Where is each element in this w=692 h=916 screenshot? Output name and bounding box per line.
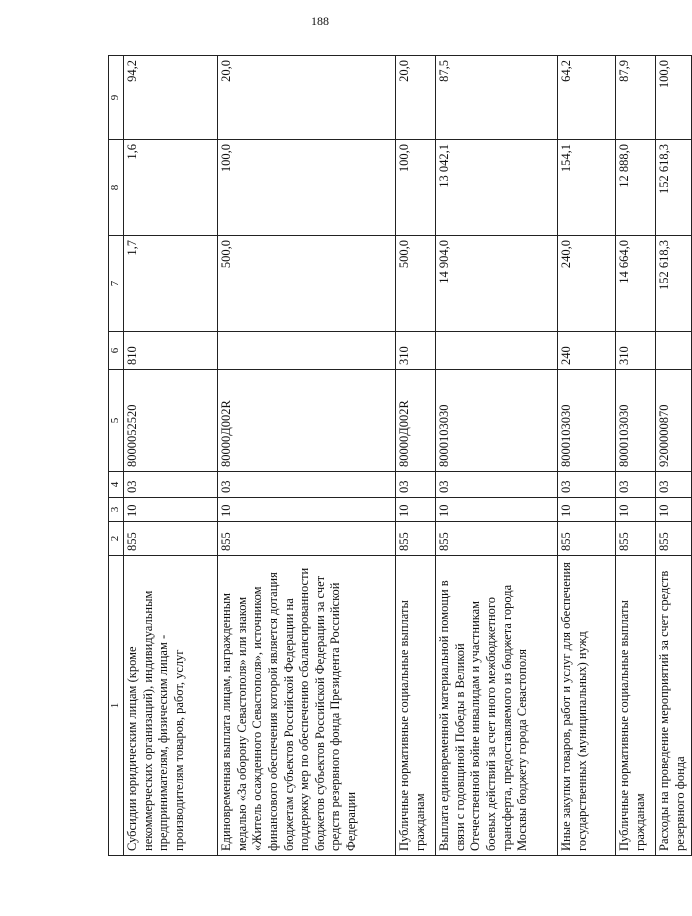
table-row [218,56,396,856]
table-cell-8: 100,0 [218,140,396,236]
table-cell-7: 500,0 [396,236,436,332]
table-cell-9: 20,0 [218,56,396,140]
table-cell-7: 14 664,0 [616,236,656,332]
table-cell-8: 154,1 [558,140,616,236]
table-cell-6: 240 [558,332,616,370]
table-row [396,56,436,856]
table-cell-3: 10 [656,498,692,522]
table-cell-6: 810 [124,332,218,370]
table-cell-4: 03 [656,472,692,498]
table-cell-5: 8000103030 [558,370,616,472]
table-cell-9: 20,0 [396,56,436,140]
table-cell-3: 10 [124,498,218,522]
table-cell-8: 12 888,0 [616,140,656,236]
table-cell-2: 855 [124,522,218,556]
table-cell-4: 03 [218,472,396,498]
table-cell-5: 80000Д002R [218,370,396,472]
table-cell-2: 855 [436,522,558,556]
table-cell-4: 03 [396,472,436,498]
table-cell-8: 13 042,1 [436,140,558,236]
table-cell-2: 855 [558,522,616,556]
table-cell-9: 87,5 [436,56,558,140]
column-number: 4 [109,472,124,498]
column-number: 7 [109,236,124,332]
table-cell-2: 855 [396,522,436,556]
table-cell-7: 1,7 [124,236,218,332]
table-cell-7: 14 904,0 [436,236,558,332]
table-cell-8: 1,6 [124,140,218,236]
table-cell-9: 87,9 [616,56,656,140]
column-number: 1 [109,556,124,856]
table-cell-5: 8000103030 [436,370,558,472]
table-cell-7: 240,0 [558,236,616,332]
table-cell-5: 8000052520 [124,370,218,472]
table-cell-5: 9200000870 [656,370,692,472]
table-cell-9: 64,2 [558,56,616,140]
table-cell-1: Публичные нормативные социальные выплаты гражданам [616,556,656,856]
table-cell-7: 152 618,3 [656,236,692,332]
table-cell-6 [656,332,692,370]
table-cell-2: 855 [218,522,396,556]
table-cell-5: 80000Д002R [396,370,436,472]
table-cell-6 [436,332,558,370]
rotated-table-container [108,56,687,856]
table-cell-3: 10 [558,498,616,522]
table-cell-1: Субсидии юридическим лицам (кроме некоммерческих организаций), индивидуальным предпринимателям, физическим лицам - производителям товаров, работ, услуг [124,556,218,856]
table-cell-1: Публичные нормативные социальные выплаты гражданам [396,556,436,856]
table-cell-5: 8000103030 [616,370,656,472]
table-body [109,56,692,856]
table-cell-7: 500,0 [218,236,396,332]
table-cell-8: 152 618,3 [656,140,692,236]
table-cell-1: Иные закупки товаров, работ и услуг для обеспечения государственных (муниципальных) нужд [558,556,616,856]
page-number: 188 [311,14,329,28]
table-cell-8: 100,0 [396,140,436,236]
table-cell-6 [218,332,396,370]
table-cell-9: 94,2 [124,56,218,140]
table-cell-4: 03 [616,472,656,498]
table-cell-4: 03 [124,472,218,498]
table-cell-4: 03 [558,472,616,498]
table-cell-2: 855 [656,522,692,556]
table-cell-3: 10 [218,498,396,522]
column-number-row [109,56,124,856]
table-row [616,56,656,856]
column-number: 5 [109,370,124,472]
column-number: 3 [109,498,124,522]
table-row [558,56,616,856]
table-cell-1: Выплата единовременной материальной помощи в связи с годовщиной Победы в Великой Отечественной войне инвалидам и участникам боевых действий за счет иного межбюджетного трансферта, предоставляемого из бюджета города Москвы бюджету города Севастополя [436,556,558,856]
budget-table [108,55,692,856]
table-cell-1: Единовременная выплата лицам, награжденным медалью «За оборону Севастополя» или знаком «Житель осажденного Севастополя», источником финансового обеспечения которой является дотация бюджетам субъектов Российской Федерации на поддержку мер по обеспечению сбалансированности бюджетов субъектов Российской Федерации за счет средств резервного фонда Президента Российской Федерации [218,556,396,856]
table-row [124,56,218,856]
column-number: 6 [109,332,124,370]
table-row [656,56,692,856]
table-row [436,56,558,856]
column-number: 2 [109,522,124,556]
table-cell-6: 310 [616,332,656,370]
table-cell-3: 10 [436,498,558,522]
table-cell-2: 855 [616,522,656,556]
table-cell-3: 10 [396,498,436,522]
table-cell-6: 310 [396,332,436,370]
table-cell-1: Расходы на проведение мероприятий за счет средств резервного фонда [656,556,692,856]
table-cell-3: 10 [616,498,656,522]
table-cell-4: 03 [436,472,558,498]
column-number: 9 [109,56,124,140]
table-cell-9: 100,0 [656,56,692,140]
column-number: 8 [109,140,124,236]
